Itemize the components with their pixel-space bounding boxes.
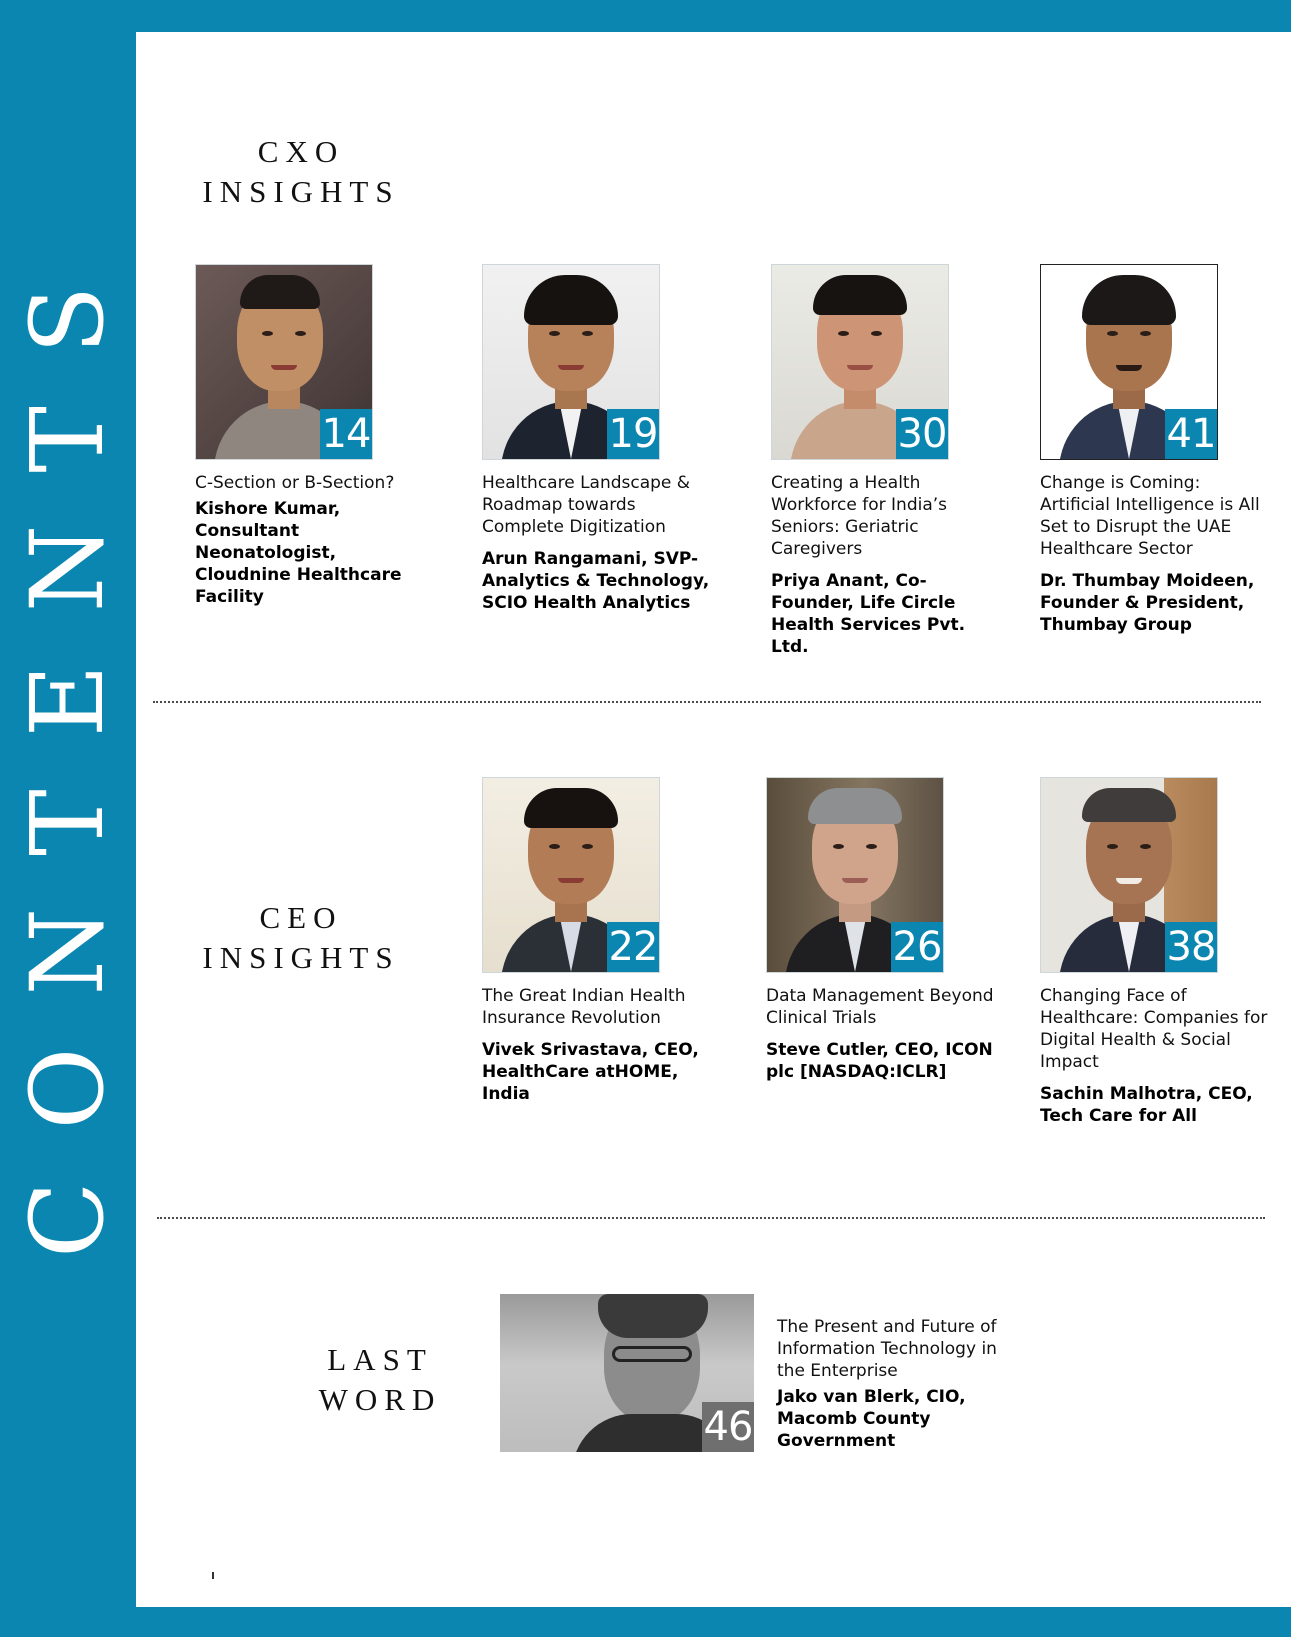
page-number-badge: 38 <box>1166 924 1216 970</box>
article-card-30[interactable] <box>771 264 1006 658</box>
author-photo <box>1040 264 1218 460</box>
author-photo <box>1040 777 1218 973</box>
article-author: Priya Anant, Co-Founder, Life Circle Health Services Pvt. Ltd. <box>771 571 966 657</box>
page-number-badge: 19 <box>608 411 658 457</box>
article-author: Dr. Thumbay Moideen, Founder & President, Thumbay Group <box>1040 571 1255 635</box>
last-word-heading-line1: LAST <box>327 1342 433 1377</box>
last-word-author-photo[interactable] <box>500 1294 754 1452</box>
article-card-19[interactable] <box>482 264 712 614</box>
cxo-heading-line1: CXO <box>257 134 345 169</box>
article-title: Creating a Health Workforce for India’s Seniors: Geriatric Caregivers <box>771 473 948 559</box>
top-color-band <box>0 0 1291 32</box>
article-title: The Great Indian Health Insurance Revolution <box>482 986 686 1028</box>
article-title: C-Section or B-Section? <box>195 473 395 493</box>
article-title: Change is Coming: Artificial Intelligence is All Set to Disrupt the UAE Healthcare Sector <box>1040 473 1260 559</box>
cxo-insights-heading <box>196 132 406 212</box>
article-title: Healthcare Landscape & Roadmap towards Complete Digitization <box>482 473 691 537</box>
last-word-article[interactable] <box>777 1316 1027 1452</box>
ceo-insights-heading <box>196 898 406 978</box>
article-author: Kishore Kumar, Consultant Neonatologist, Cloudnine Healthcare Facility <box>195 499 402 607</box>
article-author: Vivek Srivastava, CEO, HealthCare atHOME, India <box>482 1040 699 1104</box>
section-divider <box>153 701 1261 703</box>
author-photo <box>195 264 373 460</box>
ceo-heading-line1: CEO <box>259 900 343 935</box>
article-card-22[interactable] <box>482 777 712 1105</box>
page-number-badge: 46 <box>703 1404 753 1450</box>
article-card-14[interactable] <box>195 264 420 608</box>
author-photo <box>771 264 949 460</box>
page-number-badge: 26 <box>892 924 942 970</box>
article-title: The Present and Future of Information Technology in the Enterprise <box>777 1317 997 1381</box>
ceo-heading-line2: INSIGHTS <box>202 940 400 975</box>
article-author: Jako van Blerk, CIO, Macomb County Government <box>777 1387 966 1451</box>
page-number-badge: 30 <box>897 411 947 457</box>
page-number-badge: 14 <box>321 411 371 457</box>
page-number-badge: 22 <box>608 924 658 970</box>
page-number-badge: 41 <box>1166 411 1216 457</box>
article-author: Arun Rangamani, SVP-Analytics & Technology, SCIO Health Analytics <box>482 549 710 613</box>
article-card-41[interactable] <box>1040 264 1270 636</box>
contents-vertical-title: CONTENTS <box>9 233 126 1258</box>
article-card-38[interactable] <box>1040 777 1275 1127</box>
bottom-color-band <box>0 1607 1291 1637</box>
author-photo <box>766 777 944 973</box>
last-word-heading <box>315 1340 445 1420</box>
page-mark <box>212 1572 214 1579</box>
article-title: Data Management Beyond Clinical Trials <box>766 986 994 1028</box>
article-card-26[interactable] <box>766 777 996 1083</box>
author-photo <box>482 777 660 973</box>
article-author: Sachin Malhotra, CEO, Tech Care for All <box>1040 1084 1253 1126</box>
cxo-heading-line2: INSIGHTS <box>202 174 400 209</box>
author-photo <box>482 264 660 460</box>
section-divider <box>157 1217 1265 1219</box>
article-title: Changing Face of Healthcare: Companies for Digital Health & Social Impact <box>1040 986 1268 1072</box>
article-author: Steve Cutler, CEO, ICON plc [NASDAQ:ICLR] <box>766 1040 993 1082</box>
last-word-heading-line2: WORD <box>318 1382 442 1417</box>
